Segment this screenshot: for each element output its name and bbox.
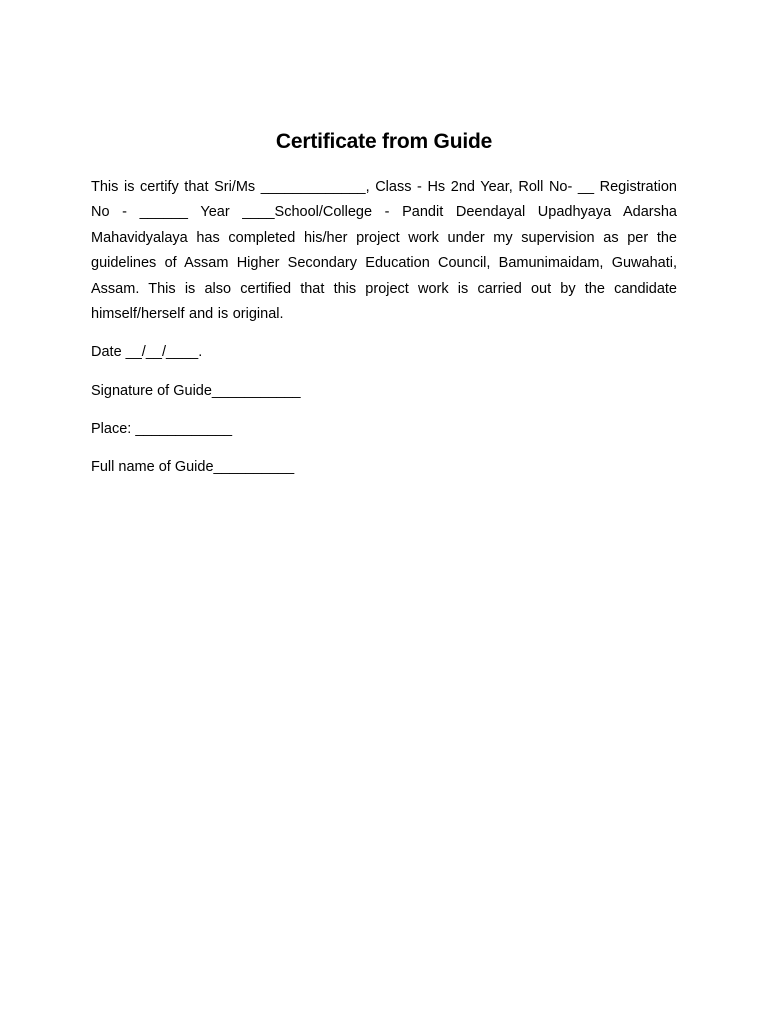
certificate-body-paragraph: This is certify that Sri/Ms _____________, Class - Hs 2nd Year, Roll No- __ Registration No - ______ Year ____School/College - Pandit Deendayal Upadhyaya Adarsha Mahavidyalaya has completed his/her project work under my supervision as per the guidelines of Assam Higher Secondary Education Council, Bamunimaidam, Guwahati, Assam. This is also certified that this project work is carried out by the candidate himself/herself and is original. xyxy=(91,179,677,323)
certificate-title: Certificate from Guide xyxy=(275,130,493,153)
guide-full-name-field: Full name of Guide__________ xyxy=(91,459,295,475)
place-field: Place: ____________ xyxy=(91,421,233,437)
date-field: Date __/__/____. xyxy=(91,344,203,360)
guide-signature-field: Signature of Guide___________ xyxy=(91,383,301,399)
